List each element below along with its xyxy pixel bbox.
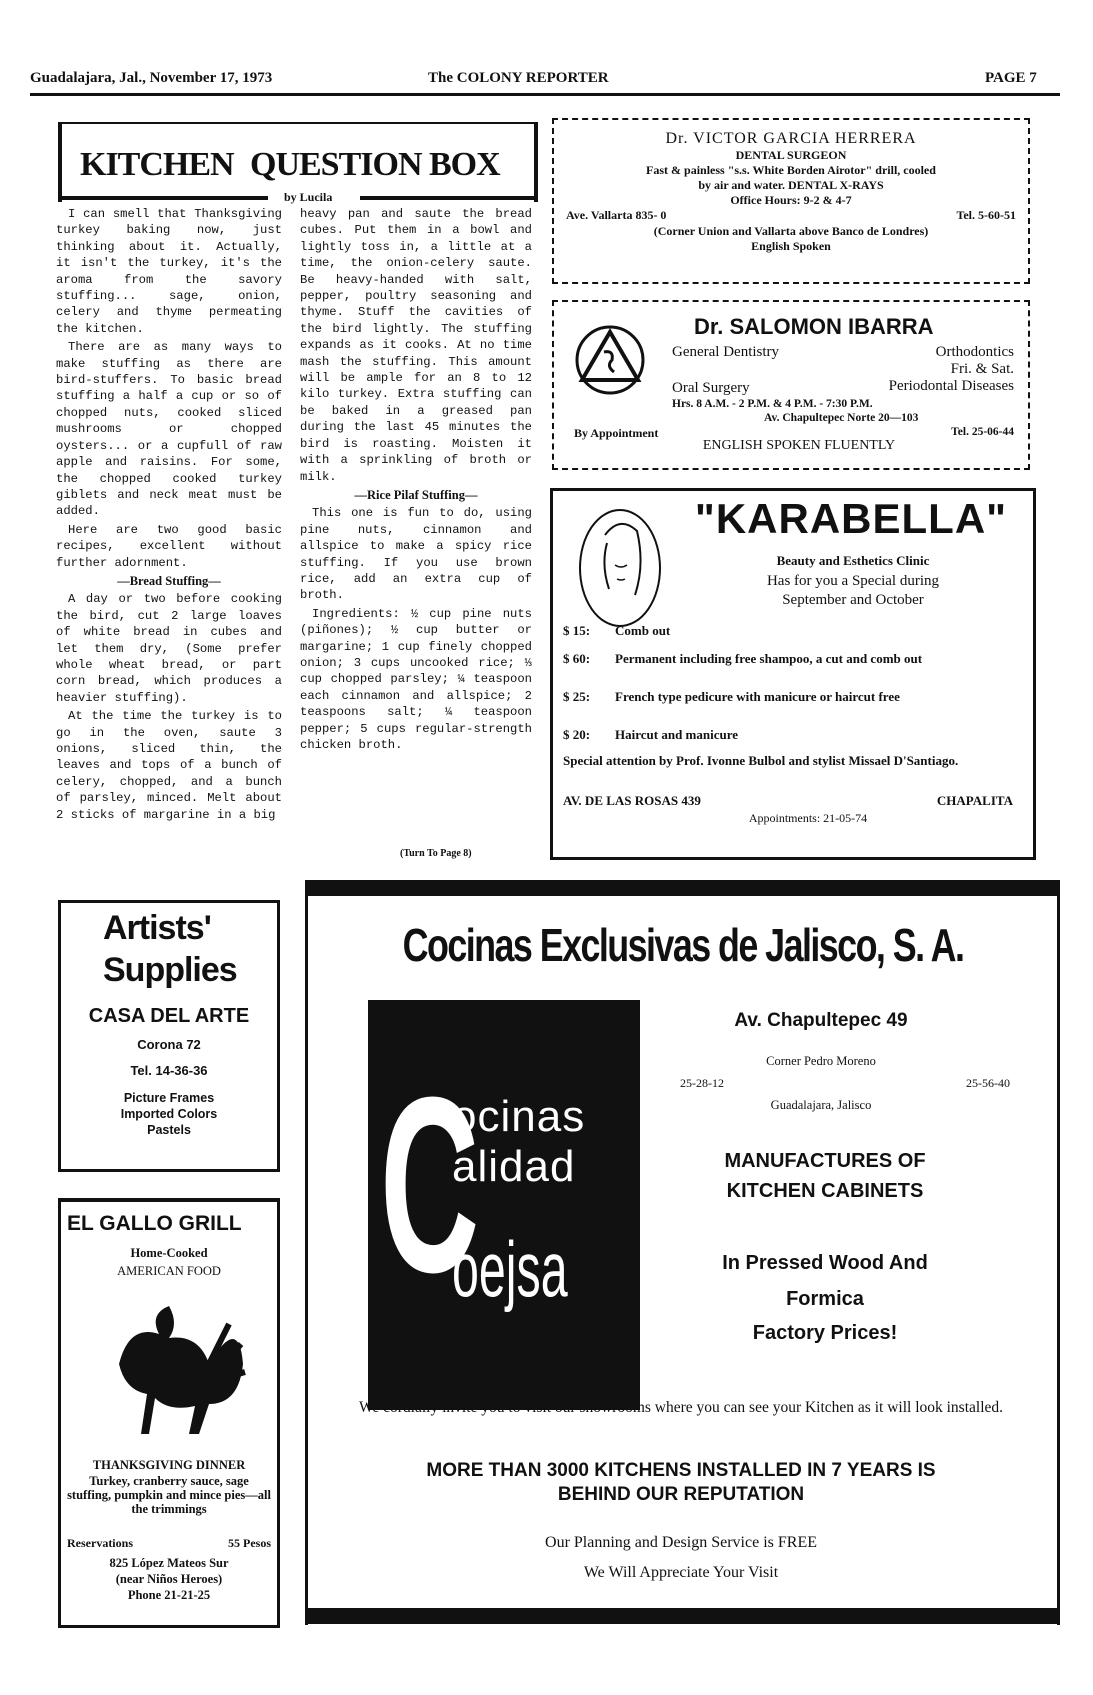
gallo-line: AMERICAN FOOD (117, 1264, 221, 1278)
artists-line: Pastels (147, 1123, 191, 1137)
gallo-price: 55 Pesos (228, 1536, 271, 1550)
cocinas-address: Av. Chapultepec 49 (734, 1010, 908, 1031)
logo-alidad: alidad (452, 1142, 576, 1191)
cocinas-corner: Corner Pedro Moreno (766, 1054, 876, 1068)
herrera-title: DENTAL SURGEON (735, 148, 847, 162)
herrera-xrays: by air and water. DENTAL X-RAYS (698, 178, 884, 192)
manufactures-line-1: MANUFACTURES OF (724, 1150, 926, 1172)
factory-prices-line: Factory Prices! (752, 1322, 898, 1344)
ibarra-name: Dr. SALOMON IBARRA (694, 314, 934, 339)
article-paragraph: Here are two good basic recipes, excellent without further adornment. (56, 522, 282, 570)
service: Permanent including free shampoo, a cut and comb out (615, 651, 923, 666)
woman-portrait-icon (575, 505, 665, 631)
gallo-line: Home-Cooked (130, 1246, 208, 1260)
rice-pilaf-heading: —Rice Pilaf Stuffing— (354, 487, 478, 502)
bread-stuffing-heading: —Bread Stuffing— (117, 573, 221, 588)
article-paragraph: heavy pan and saute the bread cubes. Put them in a bowl and lightly toss in, a little at a time, the onion-celery saute. Be heavy-handed with salt, pepper, poultry seasoning and thyme. Stuff the cavities of the bird lightly. The stuffing expands as it cooks. At no time mash the stuffing. This amount will be ample for an 8 to 12 kilo turkey. Extra stuffing can be baked in a greased pan during the last 45 minutes the bird is roasting. Moisten it with a sprinkling of broth or milk. (300, 207, 532, 484)
formica-line: Formica (786, 1288, 864, 1310)
price: $ 25: (563, 689, 591, 704)
ibarra-hours: Hrs. 8 A.M. - 2 P.M. & 4 P.M. - 7:30 P.M. (672, 398, 873, 410)
logo-ocinas: ocinas (452, 1092, 586, 1141)
dental-logo-icon (574, 324, 646, 396)
pressed-wood-line: In Pressed Wood And (722, 1252, 928, 1274)
byline: by Lucila (284, 190, 333, 204)
karabella-sub: Beauty and Esthetics Clinic (776, 553, 930, 568)
special-line-2: September and October (782, 592, 924, 608)
herrera-address: Ave. Vallarta 835- 0 (566, 208, 667, 222)
price: $ 15: (563, 623, 591, 638)
gallo-reservations: Reservations (67, 1536, 133, 1550)
page-number: PAGE 7 (985, 70, 1037, 86)
orthodontics: Orthodontics (935, 344, 1014, 360)
thanksgiving-dinner: THANKSGIVING DINNER (92, 1458, 246, 1472)
karabella-appointments: Appointments: 21-05-74 (748, 811, 868, 825)
kitchen-column-2 (300, 206, 532, 755)
article-paragraph: A day or two before cooking the bird, cut 2 large loaves of white bread in cubes and let them dry, (Some prefer whole wheat bread, or part corn bread, which produces a heavier stuffing). (56, 592, 282, 705)
ibarra-appointment: By Appointment (574, 426, 659, 440)
byline-rule-right (360, 196, 534, 200)
cocinas-bottom-bar (305, 1608, 1060, 1624)
ibarra-tel: Tel. 25-06-44 (951, 426, 1014, 438)
casa-del-arte: CASA DEL ARTE (88, 1005, 250, 1027)
ibarra-english: ENGLISH SPOKEN FLUENTLY (702, 438, 896, 453)
rooster-icon (99, 1294, 249, 1444)
article-paragraph: This one is fun to do, using pine nuts, cinnamon and allspice to make a spicy rice stuffing. If you use brown rice, add an extra cup of broth. (300, 506, 532, 603)
masthead (30, 66, 1060, 96)
oral-surgery: Oral Surgery (672, 380, 750, 396)
karabella-ad (550, 488, 1036, 860)
gallo-menu: Turkey, cranberry sauce, sage stuffing, pumpkin and mince pies—all the trimmings (67, 1474, 271, 1516)
logo-oejsa: oejsa (452, 1225, 568, 1313)
ibarra-address: Av. Chapultepec Norte 20—103 (764, 412, 919, 424)
herrera-tel: Tel. 5-60-51 (956, 208, 1016, 222)
herrera-name: Dr. VICTOR GARCIA HERRERA (665, 130, 917, 147)
kitchen-column-1 (56, 206, 282, 825)
herrera-drill: Fast & painless "s.s. White Borden Airotor" drill, cooled (646, 163, 936, 177)
karabella-city: CHAPALITA (936, 793, 1013, 808)
appreciate-visit: We Will Appreciate Your Visit (583, 1564, 779, 1581)
gallo-phone: Phone 21-21-25 (127, 1588, 211, 1602)
artists-title-1: Artists' (103, 909, 211, 947)
herrera-corner: (Corner Union and Vallarta above Banco de Londres) (653, 224, 929, 238)
byline-rule-left (62, 196, 268, 200)
more-than-line-1: MORE THAN 3000 KITCHENS INSTALLED IN 7 YEARS IS (426, 1460, 936, 1481)
price: $ 60: (563, 651, 591, 666)
herrera-english: English Spoken (751, 239, 831, 253)
question-box-title: QUESTION BOX (250, 146, 500, 183)
karabella-attention: Special attention by Prof. Ivonne Bulbol and stylist Missael D'Santiago. (563, 753, 959, 768)
herrera-hours: Office Hours: 9-2 & 4-7 (730, 193, 852, 207)
article-paragraph: I can smell that Thanksgiving turkey baking now, just thinking about it. Actually, it isn't the turkey, it's the aroma from the savory stuffing... sage, onion, celery and thyme permeating the kitchen. (56, 207, 282, 336)
article-paragraph: At the time the turkey is to go in the oven, saute 3 onions, sliced thin, the leaves and tops of a bunch of celery, chopped, and a bunch of parsley, minced. Melt about 2 sticks of margarine in a big (56, 709, 282, 822)
coejsa-logo (368, 1000, 640, 1410)
kitchen-title (80, 146, 500, 184)
ibarra-ad (552, 300, 1030, 470)
service: French type pedicure with manicure or haircut free (615, 689, 900, 704)
artists-title-2: Supplies (103, 951, 237, 989)
general-dentistry: General Dentistry (672, 344, 780, 360)
artists-ad (58, 900, 280, 1172)
ibarra-days: Fri. & Sat. (950, 361, 1014, 377)
place-date: Guadalajara, Jal., November 17, 1973 (30, 70, 273, 86)
kitchen-title-word: KITCHEN (80, 146, 234, 183)
cocinas-invite: We cordially invite you to visit our showrooms where you can see your Kitchen as it will look installed. (358, 1399, 1004, 1416)
artists-address: Corona 72 (137, 1037, 201, 1052)
gallo-near: (near Niños Heroes) (115, 1572, 223, 1586)
special-line-1: Has for you a Special during (766, 573, 940, 589)
service: Comb out (615, 623, 671, 638)
paper-name: The COLONY REPORTER (428, 70, 609, 86)
gallo-address: 825 López Mateos Sur (109, 1556, 229, 1570)
article-paragraph: There are as many ways to make stuffing as there are bird-stuffers. To basic bread stuffing a half a cup or so of chopped nuts, cooked sliced mushrooms or chopped oysters... or a cupfull of raw apple and raisins. For some, the chopped cooked turkey giblets and neck meat must be added. (56, 340, 282, 519)
gallo-name: EL GALLO GRILL (67, 1212, 242, 1235)
artists-line: Picture Frames (123, 1091, 215, 1105)
cocinas-tel-1: 25-28-12 (680, 1076, 724, 1090)
planning-free: Our Planning and Design Service is FREE (545, 1534, 817, 1551)
periodontal-diseases: Periodontal Diseases (888, 378, 1014, 394)
gallo-ad (58, 1198, 280, 1628)
logo-big-c: C (380, 1045, 480, 1324)
artists-tel: Tel. 14-36-36 (130, 1063, 208, 1078)
more-than-line-2: BEHIND OUR REPUTATION (557, 1484, 805, 1505)
artists-line: Imported Colors (120, 1107, 218, 1121)
manufactures-line-2: KITCHEN CABINETS (726, 1180, 924, 1202)
herrera-ad (552, 118, 1030, 284)
cocinas-tel-2: 25-56-40 (966, 1076, 1010, 1090)
service: Haircut and manicure (615, 727, 739, 742)
karabella-name: "KARABELLA" (694, 495, 1008, 542)
karabella-address: AV. DE LAS ROSAS 439 (563, 793, 701, 808)
cocinas-title: Cocinas Exclusivas de Jalisco, S. A. (402, 919, 964, 971)
price: $ 20: (563, 727, 591, 742)
article-paragraph: Ingredients: ½ cup pine nuts (piñones); ½ cup butter or margarine; 1 cup finely chopped onion; 3 cups uncooked rice; ⅓ cup chopped parsley; ¼ teaspoon each cinnamon and allspice; 2 teaspoons salt; ¼ teaspoon pepper; 5 cups regular-strength chicken broth. (300, 606, 532, 752)
cocinas-city: Guadalajara, Jalisco (770, 1098, 872, 1112)
masthead-rule (30, 93, 1060, 96)
turn-to-page: (Turn To Page 8) (400, 848, 472, 859)
